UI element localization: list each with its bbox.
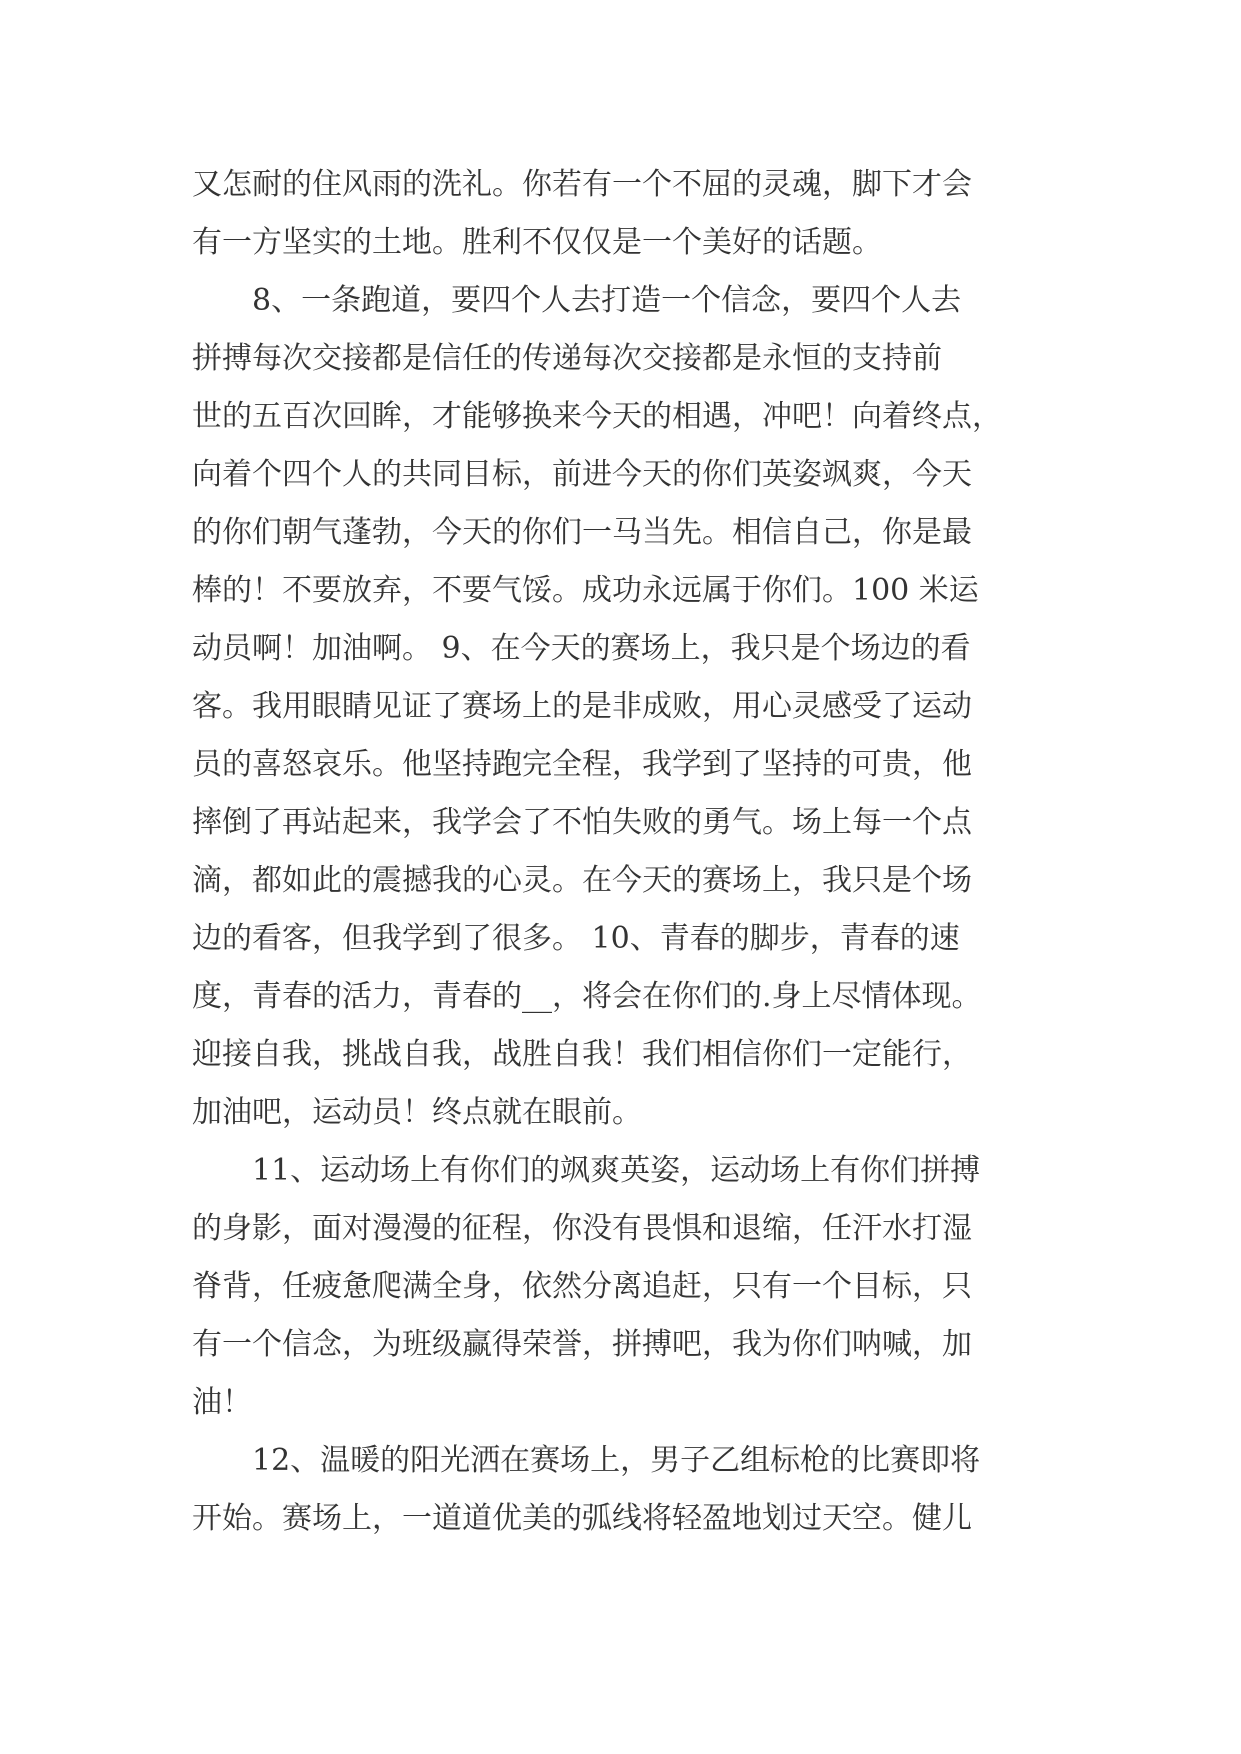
text-line: 滴，都如此的震撼我的心灵。在今天的赛场上，我只是个场 — [192, 863, 972, 898]
text-line: 又怎耐的住风雨的洗礼。你若有一个不屈的灵魂，脚下才会 — [192, 167, 972, 202]
text-line: 度，青春的活力，青春的__，将会在你们的.身上尽情体现。 — [192, 979, 982, 1014]
text-line: 边的看客，但我学到了很多。 10、青春的脚步，青春的速 — [192, 921, 960, 956]
text-line: 脊背，任疲惫爬满全身，依然分离追赶，只有一个目标，只 — [192, 1269, 972, 1304]
text-line: 摔倒了再站起来，我学会了不怕失败的勇气。场上每一个点 — [192, 805, 972, 840]
text-line: 有一方坚实的土地。胜利不仅仅是一个美好的话题。 — [192, 225, 882, 260]
text-line: 世的五百次回眸，才能够换来今天的相遇，冲吧！向着终点， — [192, 399, 1002, 434]
text-line: 拼搏每次交接都是信任的传递每次交接都是永恒的支持前 — [192, 341, 942, 376]
text-line: 加油吧，运动员！终点就在眼前。 — [192, 1095, 642, 1130]
text-line: 的身影，面对漫漫的征程，你没有畏惧和退缩，任汗水打湿 — [192, 1211, 972, 1246]
text-line: 油！ — [192, 1385, 252, 1420]
text-line: 有一个信念，为班级赢得荣誉，拼搏吧，我为你们呐喊，加 — [192, 1327, 972, 1362]
body-text — [192, 156, 1072, 1548]
text-line: 12、温暖的阳光洒在赛场上，男子乙组标枪的比赛即将 — [192, 1443, 981, 1478]
text-line: 11、运动场上有你们的飒爽英姿，运动场上有你们拼搏 — [192, 1153, 981, 1188]
text-line: 开始。赛场上，一道道优美的弧线将轻盈地划过天空。健儿 — [192, 1501, 972, 1536]
text-line: 向着个四个人的共同目标，前进今天的你们英姿飒爽，今天 — [192, 457, 972, 492]
text-line: 8、一条跑道，要四个人去打造一个信念，要四个人去 — [192, 283, 962, 318]
text-line: 动员啊！加油啊。 9、在今天的赛场上，我只是个场边的看 — [192, 631, 971, 666]
text-line: 员的喜怒哀乐。他坚持跑完全程，我学到了坚持的可贵，他 — [192, 747, 972, 782]
text-line: 客。我用眼睛见证了赛场上的是非成败，用心灵感受了运动 — [192, 689, 972, 724]
text-line: 棒的！不要放弃，不要气馁。成功永远属于你们。100 米运 — [192, 573, 979, 608]
text-line: 迎接自我，挑战自我，战胜自我！我们相信你们一定能行， — [192, 1037, 972, 1072]
text-line: 的你们朝气蓬勃，今天的你们一马当先。相信自己，你是最 — [192, 515, 972, 550]
